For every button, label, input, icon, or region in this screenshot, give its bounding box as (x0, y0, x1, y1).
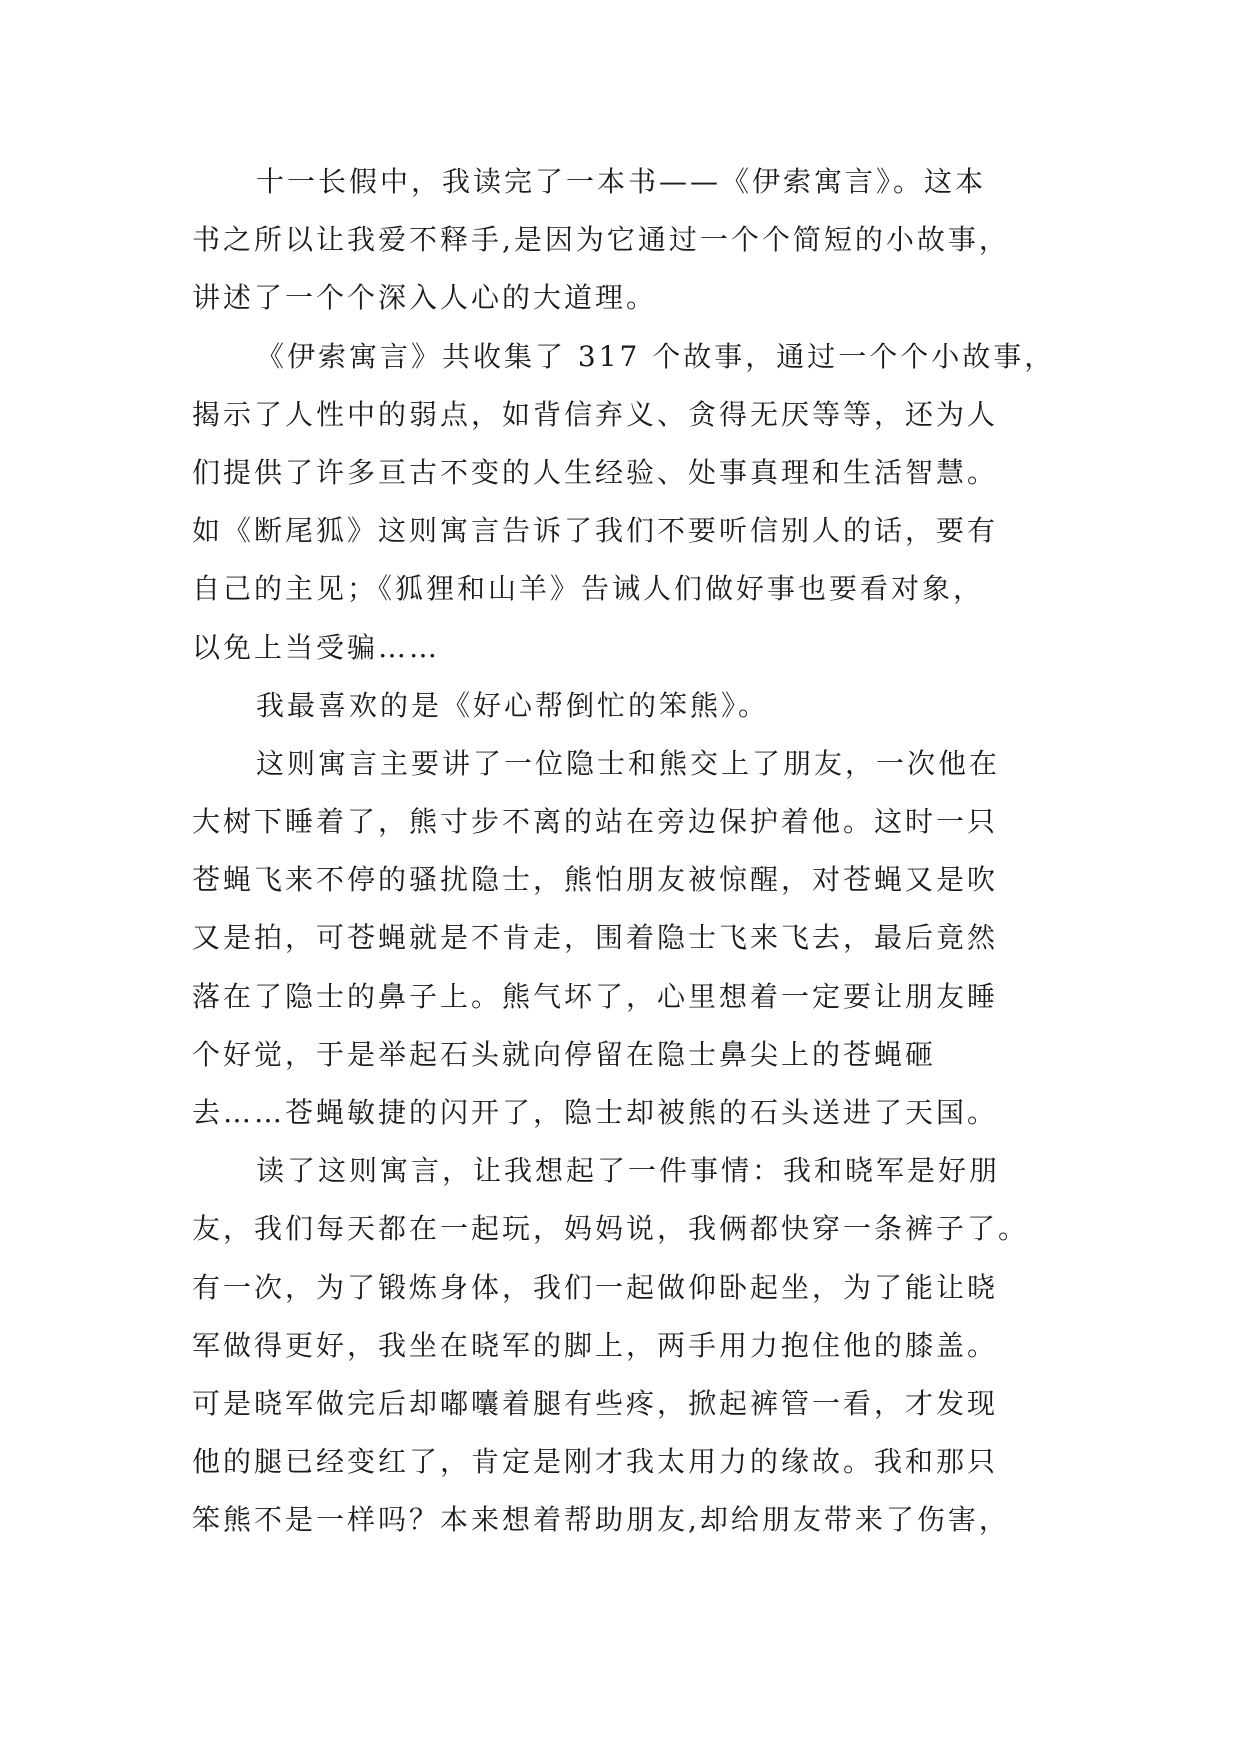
text-line: 十一长假中，我读完了一本书——《伊索寓言》。这本 (256, 165, 987, 198)
text-line: 又是拍，可苍蝇就是不肯走，围着隐士飞来飞去，最后竟然 (192, 921, 999, 955)
essay-body (192, 162, 1092, 1559)
text-line: 以免上当受骗…… (192, 630, 441, 664)
text-line: 讲述了一个个深入人心的大道理。 (192, 281, 658, 315)
text-line: 落在了隐士的鼻子上。熊气坏了，心里想着一定要让朋友睡 (192, 979, 999, 1013)
text-line: 有一次，为了锻炼身体，我们一起做仰卧起坐，为了能让晓 (192, 1270, 999, 1304)
text-line: 笨熊不是一样吗？本来想着帮助朋友,却给朋友带来了伤害， (192, 1503, 1010, 1537)
text-line: 军做得更好，我坐在晓军的脚上，两手用力抱住他的膝盖。 (192, 1328, 999, 1362)
text-line: 这则寓言主要讲了一位隐士和熊交上了朋友，一次他在 (256, 746, 1001, 780)
text-line: 友，我们每天都在一起玩，妈妈说，我俩都快穿一条裤子了。 (192, 1212, 1030, 1246)
text-line: 自己的主见；《狐狸和山羊》告诫人们做好事也要看对象， (192, 572, 985, 606)
text-line: 揭示了人性中的弱点，如背信弃义、贪得无厌等等，还为人 (192, 397, 999, 431)
text-line: 们提供了许多亘古不变的人生经验、处事真理和生活智慧。 (192, 455, 999, 489)
text-line: 可是晓军做完后却嘟囔着腿有些疼，掀起裤管一看，才发现 (192, 1386, 999, 1420)
text-line: 如《断尾狐》这则寓言告诉了我们不要听信别人的话，要有 (192, 514, 999, 548)
text-line: 个好觉，于是举起石头就向停留在隐士鼻尖上的苍蝇砸 (192, 1037, 937, 1071)
text-line: 书之所以让我爱不释手,是因为它通过一个个简短的小故事， (192, 223, 1010, 257)
text-line: 我最喜欢的是《好心帮倒忙的笨熊》。 (256, 688, 770, 722)
text-line: 去……苍蝇敏捷的闪开了，隐士却被熊的石头送进了天国。 (192, 1096, 999, 1129)
text-line: 大树下睡着了，熊寸步不离的站在旁边保护着他。这时一只 (192, 805, 999, 839)
text-line: 他的腿已经变红了，肯定是刚才我太用力的缘故。我和那只 (192, 1445, 999, 1479)
text-line: 读了这则寓言，让我想起了一件事情：我和晓军是好朋 (256, 1154, 1001, 1188)
text-line: 苍蝇飞来不停的骚扰隐士，熊怕朋友被惊醒，对苍蝇又是吹 (192, 863, 999, 897)
text-line: 《伊索寓言》共收集了 317 个故事，通过一个个小故事， (256, 339, 1056, 373)
